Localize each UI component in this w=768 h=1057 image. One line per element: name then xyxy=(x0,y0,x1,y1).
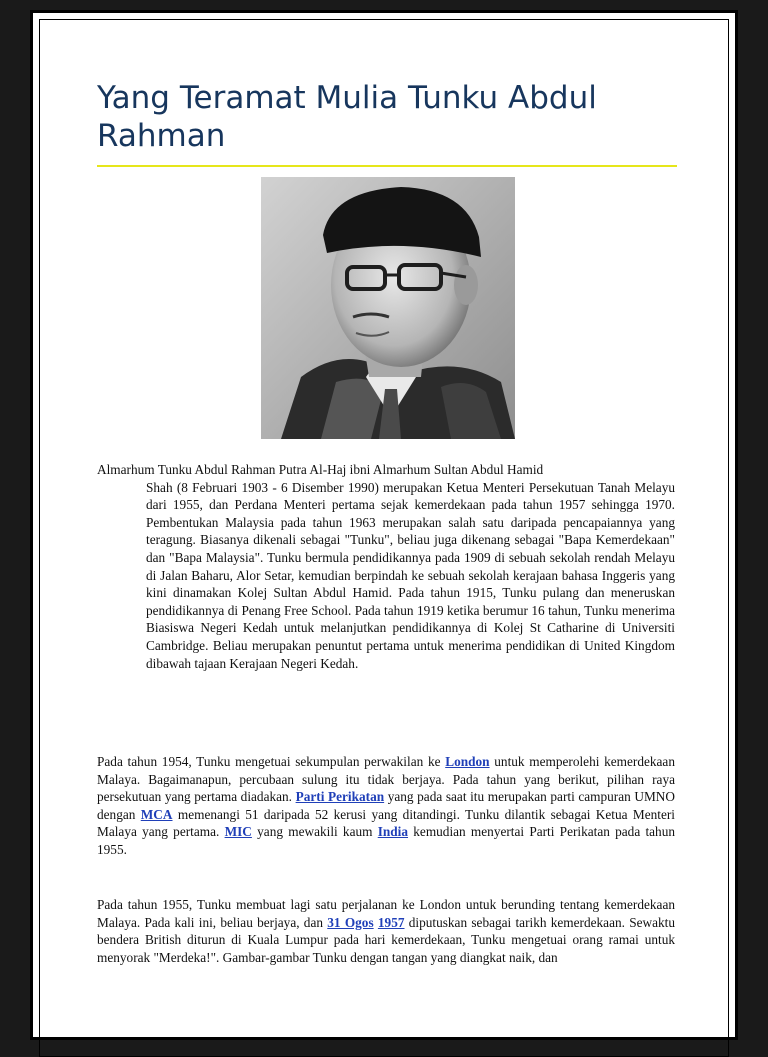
portrait-illustration xyxy=(261,177,515,439)
text-run: Pada tahun 1955, Tunku membuat lagi satu perjalanan ke London untuk berunding tentang kemerdekaan Malaya. Pada kali ini, beliau berjaya, dan xyxy=(97,897,675,930)
document-page xyxy=(30,10,738,1040)
link-mic[interactable]: MIC xyxy=(224,824,252,840)
title-underline xyxy=(97,165,677,167)
portrait-photo xyxy=(261,177,515,439)
paragraph-independence-1955 xyxy=(97,896,675,966)
text-run: diputuskan sebagai tarikh kemerdekaan. Sewaktu bendera British diturun di Kuala Lumpur pada hari kemerdekaan, Tunku mengetuai orang ramai untuk menyorak "Merdeka!". Gambar-gambar Tunku dengan tangan yang diangkat naik, dan xyxy=(97,914,676,965)
link-1957[interactable]: 1957 xyxy=(377,914,405,930)
text-run: Pada tahun 1954, Tunku mengetuai sekumpulan perwakilan ke xyxy=(97,754,446,769)
link-mca[interactable]: MCA xyxy=(140,806,173,822)
paragraph-continuation: Shah (8 Februari 1903 - 6 Disember 1990) merupakan Ketua Menteri Persekutuan Tanah Melayu dari 1955, dan Perdana Menteri pertama sejak kemerdekaan pada tahun 1957 sehingga 1970. Pembentukan Malaysia pada tahun 1963 merupakan salah satu daripada pencapaiannya yang teragung. Biasanya dikenali sebagai "Tunku", beliau juga dikenang sebagai "Bapa Kemerdekaan" dan "Bapa Malaysia". Tunku bermula pendidikannya pada 1909 di sebuah sekolah rendah Melayu di Jalan Baharu, Alor Setar, kemudian berpindah ke sebuah sekolah kerajaan bahasa Inggeris yang kini dinamakan Kolej Sultan Abdul Hamid. Pada tahun 1915, Tunku pulang dan meneruskan pendidikannya di Penang Free School. Pada tahun 1919 ketika berumur 16 tahun, Tunku menerima Biasiswa Negeri Kedah untuk melanjutkan pendidikannya di Kolej St Catharine di Universiti Cambridge. Beliau merupakan penuntut pertama untuk menerima pendidikan di United Kingdom dibawah tajaan Kerajaan Negeri Kedah. xyxy=(146,479,675,671)
link-london[interactable]: London xyxy=(445,754,490,769)
link-india[interactable]: India xyxy=(377,824,409,840)
paragraph-biography xyxy=(97,461,675,672)
link-parti-perikatan[interactable]: Parti Perikatan xyxy=(295,789,385,805)
text-run: memenangi 51 daripada 52 kerusi yang ditandingi. Tunku dilantik sebagai Ketua Menteri Malaya yang pertama. xyxy=(97,806,675,840)
page-title: Yang Teramat Mulia Tunku Abdul Rahman xyxy=(97,80,597,154)
link-31-ogos[interactable]: 31 Ogos xyxy=(327,914,374,930)
text-run: yang mewakili kaum xyxy=(251,824,378,840)
paragraph-first-line: Almarhum Tunku Abdul Rahman Putra Al-Haj ibni Almarhum Sultan Abdul Hamid xyxy=(97,462,544,477)
text-run: yang pada saat itu merupakan parti campuran UMNO dengan xyxy=(97,789,675,822)
paragraph-independence-1954 xyxy=(97,753,675,859)
text-run: kemudian menyertai Parti Perikatan pada tahun 1955. xyxy=(97,824,676,857)
text-run: untuk memperolehi kemerdekaan Malaya. Bagaimanapun, percubaan sulung itu tidak berjaya. Pada tahun yang berikut, pilihan raya persekutuan yang pertama diadakan. xyxy=(97,754,675,805)
